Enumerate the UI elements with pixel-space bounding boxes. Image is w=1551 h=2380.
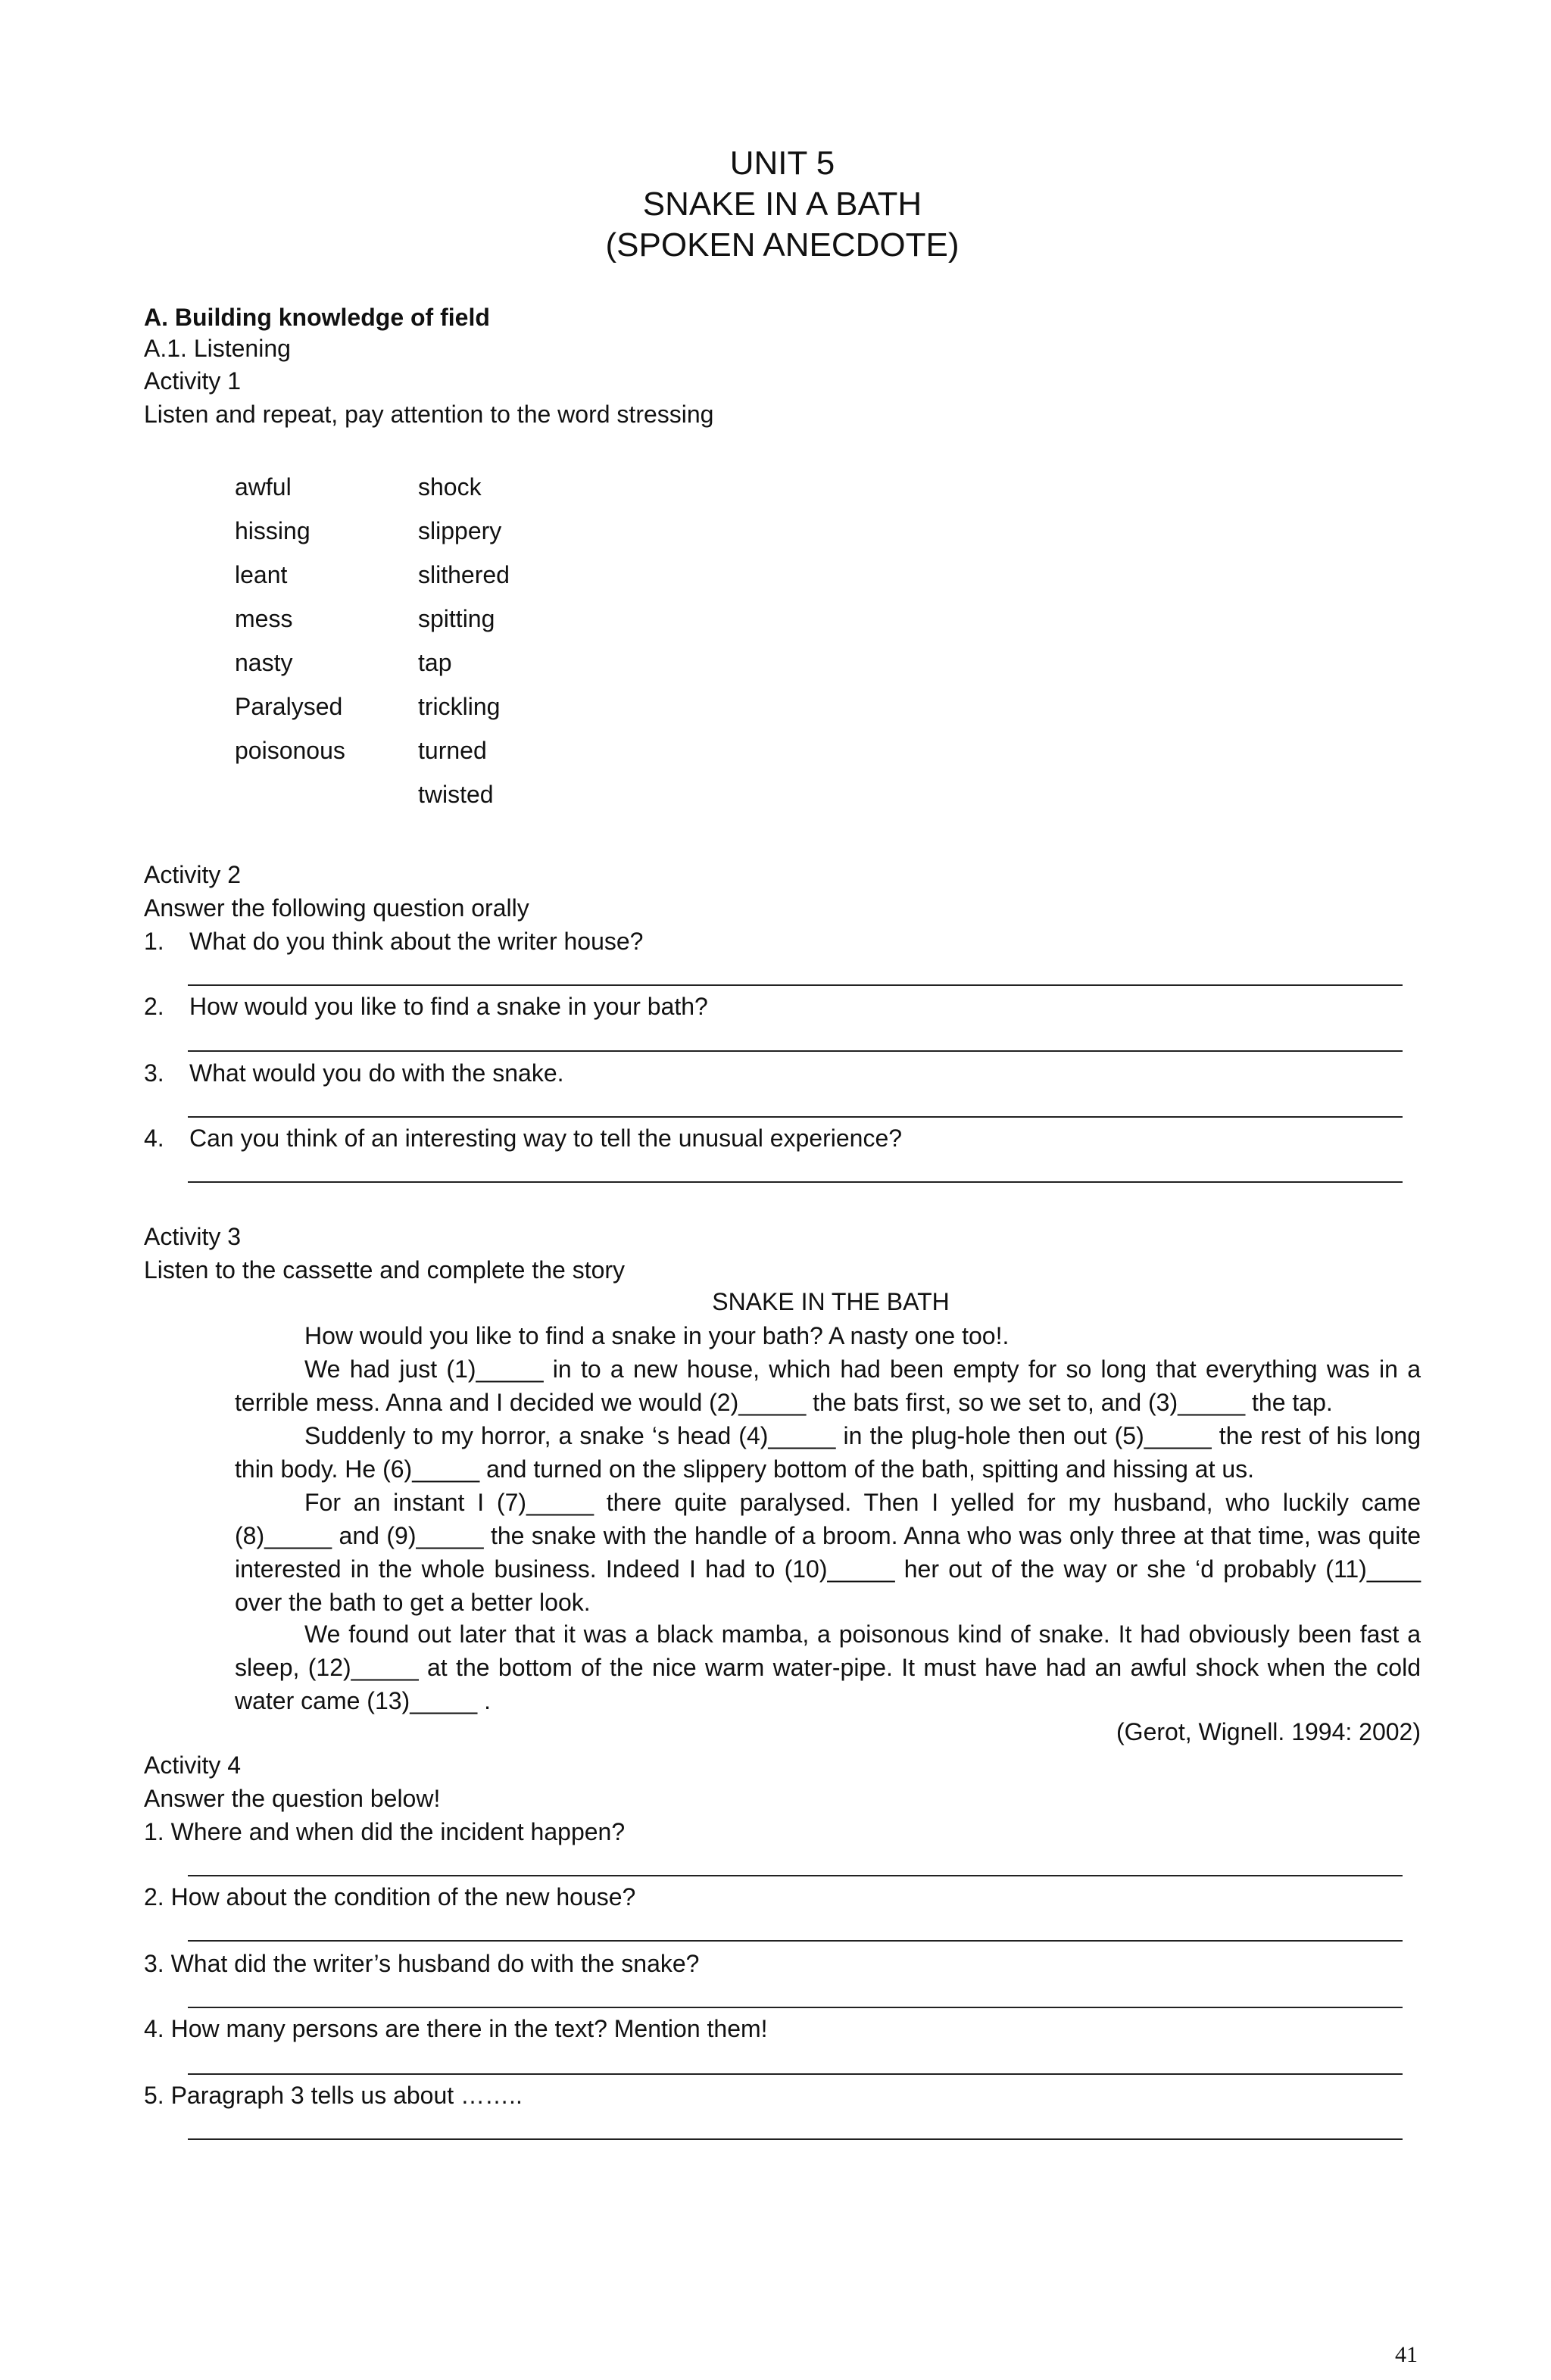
word-item: Paralysed <box>235 693 343 720</box>
activity-1-instruction: Listen and repeat, pay attention to the word stressing <box>144 401 714 428</box>
unit-subtitle: (SPOKEN ANECDOTE) <box>605 226 960 264</box>
word-item: poisonous <box>235 737 345 764</box>
question-number: 4. <box>144 1124 164 1152</box>
story-paragraph: For an instant I (7)_____ there quite paralysed. Then I yelled for my husband, who luckily came (8)_____ and (9)_____ the snake with the handle of a broom. Anna who was only three at that time, was quite interested in the whole business. Indeed I had to (10)_____ her out of the way or she ‘d probably (11)____ over the bath to get a better look. <box>235 1489 1421 1616</box>
subsection-heading: A.1. Listening <box>144 335 291 362</box>
word-item: leant <box>235 561 288 588</box>
question-text: 3. What did the writer’s husband do with the snake? <box>144 1950 700 1977</box>
page-number: 41 <box>1395 2342 1418 2367</box>
activity-4-instruction: Answer the question below! <box>144 1785 441 1812</box>
question-number: 1. <box>144 928 164 955</box>
word-item: turned <box>418 737 487 764</box>
word-item: awful <box>235 473 292 501</box>
question-text: 2. How about the condition of the new house? <box>144 1883 636 1911</box>
answer-line[interactable] <box>188 2073 1403 2075</box>
question-number: 2. <box>144 993 164 1020</box>
word-item: tap <box>418 649 452 676</box>
answer-line[interactable] <box>188 1940 1403 1942</box>
word-item: shock <box>418 473 482 501</box>
word-item: mess <box>235 605 293 632</box>
question-number: 3. <box>144 1059 164 1087</box>
question-text: 1. Where and when did the incident happen? <box>144 1818 626 1845</box>
question-text: What would you do with the snake. <box>189 1059 564 1087</box>
answer-line[interactable] <box>188 1050 1403 1052</box>
question-text: How would you like to find a snake in your bath? <box>189 993 708 1020</box>
word-item: hissing <box>235 517 311 544</box>
word-item: nasty <box>235 649 293 676</box>
word-item: twisted <box>418 781 494 808</box>
answer-line[interactable] <box>188 1116 1403 1118</box>
story-title: SNAKE IN THE BATH <box>712 1288 950 1315</box>
activity-1-label: Activity 1 <box>144 367 242 395</box>
activity-3-instruction: Listen to the cassette and complete the story <box>144 1256 626 1284</box>
story-paragraph: We found out later that it was a black mamba, a poisonous kind of snake. It had obviously been fast a sleep, (12)_____ at the bottom of the nice warm water-pipe. It must have had an awful shock when the cold water came (13)_____ . <box>235 1620 1421 1714</box>
activity-2-label: Activity 2 <box>144 861 242 888</box>
citation: (Gerot, Wignell. 1994: 2002) <box>1116 1718 1421 1745</box>
story-paragraph: We had just (1)_____ in to a new house, which had been empty for so long that everything was in a terrible mess. Anna and I decided we would (2)_____ the bats first, so we set to, and (3)_____ the tap. <box>235 1355 1421 1416</box>
unit-title: SNAKE IN A BATH <box>642 186 922 223</box>
word-item: spitting <box>418 605 495 632</box>
section-heading: A. Building knowledge of field <box>144 304 490 331</box>
answer-line[interactable] <box>188 984 1403 986</box>
unit-number: UNIT 5 <box>729 145 835 182</box>
word-item: slippery <box>418 517 502 544</box>
activity-3-label: Activity 3 <box>144 1223 242 1250</box>
word-item: trickling <box>418 693 501 720</box>
answer-line[interactable] <box>188 2138 1403 2140</box>
answer-line[interactable] <box>188 1181 1403 1183</box>
activity-2-instruction: Answer the following question orally <box>144 894 529 922</box>
answer-line[interactable] <box>188 2007 1403 2008</box>
question-text: 5. Paragraph 3 tells us about …….. <box>144 2082 523 2109</box>
answer-line[interactable] <box>188 1875 1403 1876</box>
activity-4-label: Activity 4 <box>144 1751 242 1779</box>
question-text: 4. How many persons are there in the text? Mention them! <box>144 2015 768 2042</box>
question-text: What do you think about the writer house? <box>189 928 644 955</box>
question-text: Can you think of an interesting way to tell the unusual experience? <box>189 1124 903 1152</box>
word-item: slithered <box>418 561 510 588</box>
story-paragraph: Suddenly to my horror, a snake ‘s head (4)_____ in the plug-hole then out (5)_____ the rest of his long thin body. He (6)_____ and turned on the slippery bottom of the bath, spitting and hissing at us. <box>235 1422 1421 1483</box>
story-paragraph: How would you like to find a snake in your bath? A nasty one too!. <box>304 1322 1010 1349</box>
